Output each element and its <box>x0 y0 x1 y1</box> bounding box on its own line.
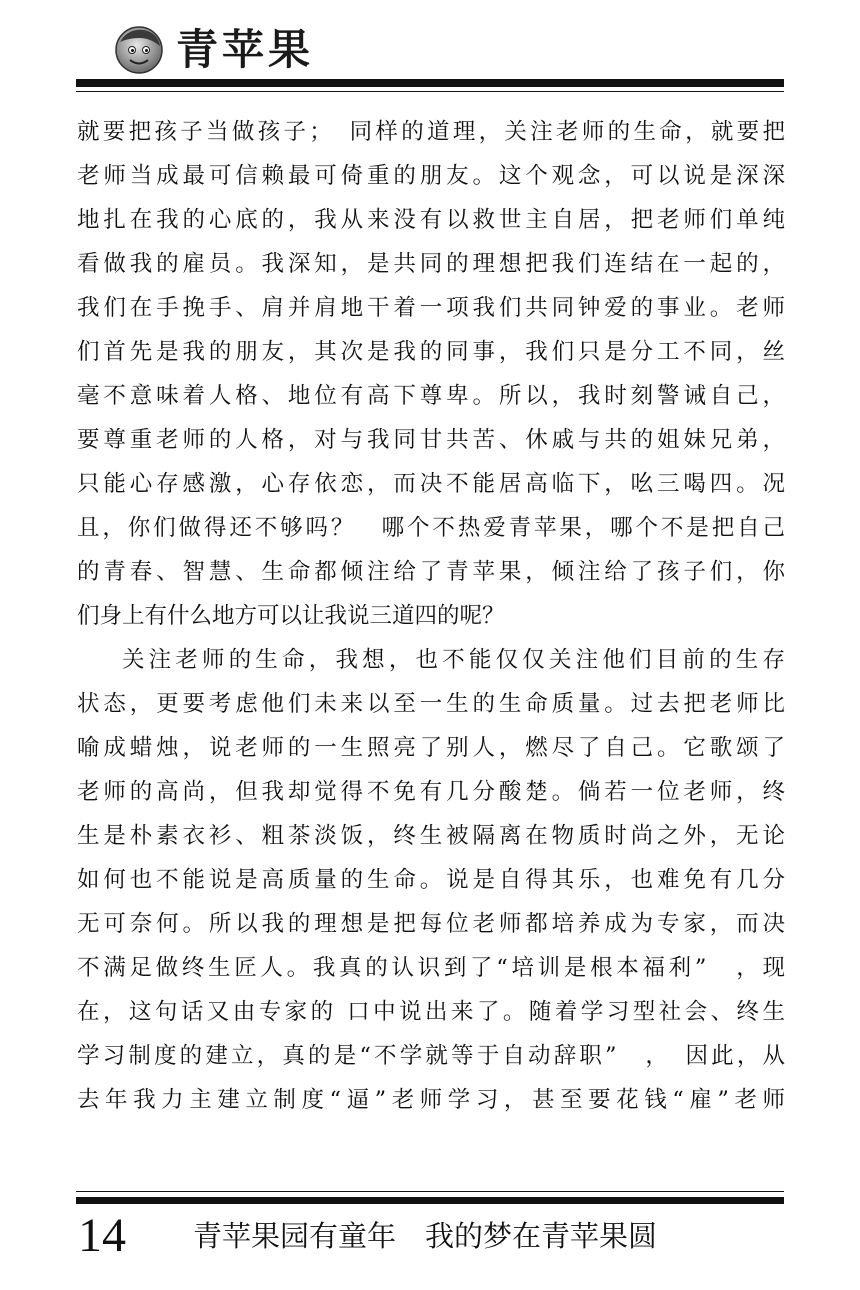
text-line: 我们在手挽手、肩并肩地干着一项我们共同钟爱的事业。老师 <box>77 295 785 321</box>
text-line: 在，这句话又由专家的 口中说出来了。随着学习型社会、终生 <box>77 999 785 1025</box>
footer-title: 青苹果园有童年 我的梦在青苹果圆 <box>193 1219 658 1253</box>
paragraph-start-line: 关注老师的生命，我想，也不能仅仅关注他们目前的生存 <box>122 647 785 673</box>
text-line: 喻成蜡烛，说老师的一生照亮了别人，燃尽了自己。它歌颂了 <box>77 735 785 761</box>
text-line: 无可奈何。所以我的理想是把每位老师都培养成为专家，而决 <box>77 911 785 937</box>
text-line: 去年我力主建立制度“逼”老师学习，甚至要花钱“雇”老师 <box>77 1087 785 1113</box>
text-line: 地扎在我的心底的，我从来没有以救世主自居，把老师们单纯 <box>77 207 785 233</box>
cartoon-boy-face-icon <box>114 24 164 74</box>
brand-title: 青苹果 <box>176 25 315 74</box>
text-line: 状态，更要考虑他们未来以至一生的生命质量。过去把老师比 <box>77 691 785 717</box>
text-line: 的青春、智慧、生命都倾注给了青苹果，倾注给了孩子们，你 <box>77 559 785 585</box>
text-line: 只能心存感激，心存依恋，而决不能居高临下，吆三喝四。况 <box>77 471 785 497</box>
text-line: 老师当成最可信赖最可倚重的朋友。这个观念，可以说是深深 <box>77 163 785 189</box>
text-line: 毫不意味着人格、地位有高下尊卑。所以，我时刻警诫自己， <box>77 383 785 409</box>
text-line: 如何也不能说是高质量的生命。说是自得其乐，也难免有几分 <box>77 867 785 893</box>
text-line: 就要把孩子当做孩子； 同样的道理，关注老师的生命，就要把 <box>77 119 785 145</box>
text-line: 要尊重老师的人格，对与我同甘共苦、休戚与共的姐妹兄弟， <box>77 427 785 453</box>
page-header <box>0 0 860 100</box>
text-line: 们首先是我的朋友，其次是我的同事，我们只是分工不同，丝 <box>77 339 785 365</box>
page-number: 14 <box>78 1209 126 1262</box>
text-line: 看做我的雇员。我深知，是共同的理想把我们连结在一起的， <box>77 251 785 277</box>
footer-rule-thick <box>76 1197 784 1204</box>
header-rule-thin <box>76 91 784 92</box>
article-body <box>77 110 785 1122</box>
text-line: 们身上有什么地方可以让我说三道四的呢？ <box>77 603 505 629</box>
text-line: 老师的高尚，但我却觉得不免有几分酸楚。倘若一位老师，终 <box>77 779 785 805</box>
text-line: 生是朴素衣衫、粗茶淡饭，终生被隔离在物质时尚之外，无论 <box>77 823 785 849</box>
text-line: 学习制度的建立，真的是“不学就等于自动辞职” ， 因此，从 <box>77 1043 785 1069</box>
text-line: 不满足做终生匠人。我真的认识到了“培训是根本福利” ，现 <box>77 955 785 981</box>
text-line: 且，你们做得还不够吗？ 哪个不热爱青苹果，哪个不是把自己 <box>77 515 785 541</box>
header-rule-thick <box>76 79 784 87</box>
footer-rule-thin <box>76 1191 784 1192</box>
